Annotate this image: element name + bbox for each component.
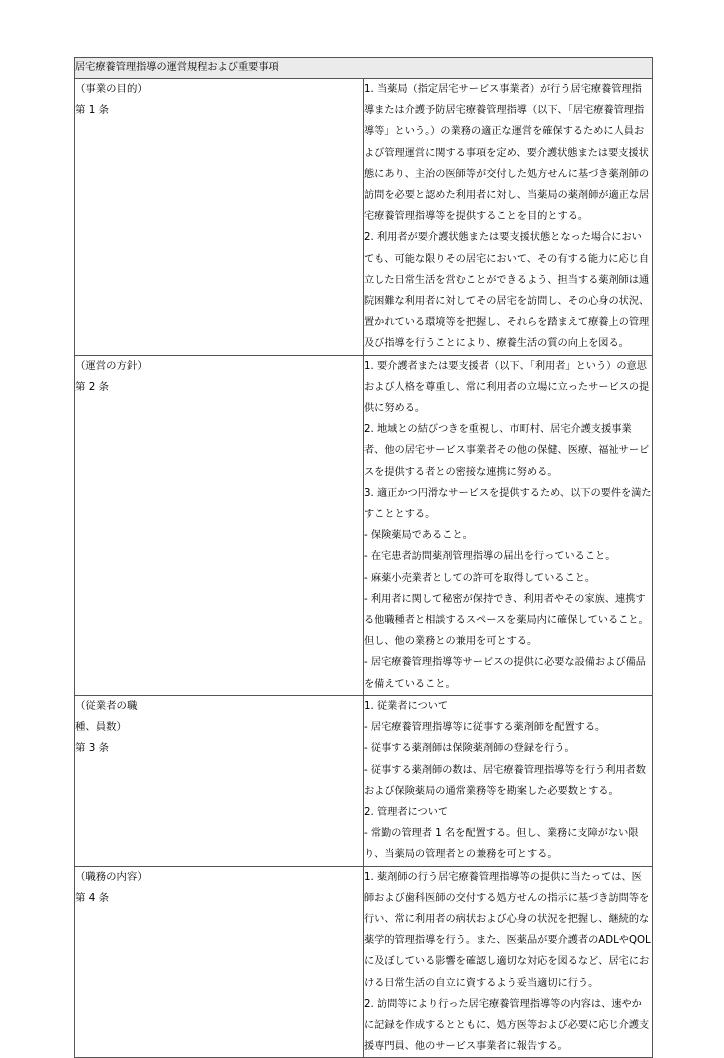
paragraph: 2. 管理者について <box>364 806 449 818</box>
paragraph: 1. 薬剤師の行う居宅療養管理指導等の提供に当たっては、医師および歯科医師の交付する処方せんの指示に基づき訪問等を行い、常に利用者の病状および心身の状況を把握し、継続的な薬学的管理指導を行う。また、医薬品が要介護者のADLやQOLに及ぼしている影響を確認し適切な対応を図るなど、居宅における日常生活の自立に資するよう妥当適切に行う。 <box>364 871 651 989</box>
article-heading: （事業の目的） <box>75 83 148 95</box>
article-row-4 <box>75 866 653 1058</box>
article-label <box>75 79 364 356</box>
bullet-item: - 在宅患者訪問薬剤管理指導の届出を行っていること。 <box>364 551 616 563</box>
article-heading: （従業者の職 <box>75 699 138 712</box>
paragraph: 2. 利用者が要介護状態または要支援状態となった場合においても、可能な限りその居宅において、その有する能力に応じ自立した日常生活を営むことができるよう、担当する薬剤師は通院困難な利用者に対してその居宅を訪問し、その心身の状況、置かれている環境等を把握し、それらを踏まえて療養上の管理及び指導を行うことにより、療養生活の質の向上を図る。 <box>364 232 650 350</box>
article-body <box>364 355 653 695</box>
article-number: 第 3 条 <box>75 741 109 754</box>
article-body <box>364 866 653 1058</box>
regulations-table <box>74 57 653 1058</box>
article-heading: （運営の方針） <box>75 359 148 372</box>
bullet-item: - 居宅療養管理指導等サービスの提供に必要な設備および備品を備えていること。 <box>364 657 646 690</box>
article-body <box>364 695 653 866</box>
article-heading-cont: 種、員数） <box>75 720 127 733</box>
article-label <box>75 355 364 695</box>
article-row-3 <box>75 695 653 866</box>
bullet-item: - 従事する薬剤師は保険薬剤師の登録を行う。 <box>364 743 575 755</box>
article-label <box>75 866 364 1058</box>
table-title: 居宅療養管理指導の運営規程および重要事項 <box>75 58 653 79</box>
article-label <box>75 695 364 866</box>
article-number: 第 4 条 <box>75 891 109 904</box>
article-heading: （職務の内容） <box>75 870 148 883</box>
article-number: 第 2 条 <box>75 380 109 393</box>
bullet-item: - 利用者に関して秘密が保持でき、利用者やその家族、連携する他職種者と相談するスペースを薬局内に確保していること。但し、他の業務との兼用を可とする。 <box>364 593 649 648</box>
paragraph: 2. 地域との結びつきを重視し、市町村、居宅介護支援事業者、他の居宅サービス事業者その他の保健、医療、福祉サービスを提供する者との密接な連携に努める。 <box>364 424 650 478</box>
article-row-2 <box>75 355 653 695</box>
paragraph: 1. 従業者について <box>364 700 449 712</box>
bullet-item: - 従事する薬剤師の数は、居宅療養管理指導等を行う利用者数および保険薬局の通常業務等を勘案した必要数とする。 <box>364 764 646 797</box>
paragraph: 2. 訪問等により行った居宅療養管理指導等の内容は、速やかに記録を作成するとともに、処方医等および必要に応じ介護支援専門員、他のサービス事業者に報告する。 <box>364 998 650 1053</box>
paragraph: 1. 要介護者または要支援者（以下、「利用者」という）の意思および人格を尊重し、常に利用者の立場に立ったサービスの提供に努める。 <box>364 360 650 415</box>
article-number: 第 1 条 <box>75 104 109 116</box>
bullet-item: - 居宅療養管理指導等に従事する薬剤師を配置する。 <box>364 722 606 734</box>
paragraph: 3. 適正かつ円滑なサービスを提供するため、以下の要件を満たすこととする。 <box>364 487 652 521</box>
table-header-row <box>75 58 653 79</box>
bullet-item: - 麻薬小売業者としての許可を取得していること。 <box>364 572 596 584</box>
bullet-item: - 保険薬局であること。 <box>364 530 473 542</box>
bullet-item: - 常勤の管理者 1 名を配置する。但し、業務に支障がない限り、当薬局の管理者との兼務を可とする。 <box>364 828 639 861</box>
article-row-1 <box>75 79 653 356</box>
article-body <box>364 79 653 356</box>
paragraph: 1. 当薬局（指定居宅サービス事業者）が行う居宅療養管理指導または介護予防居宅療養管理指導（以下、「居宅療養管理指導等」という。）の業務の適正な運営を確保するために人員および管理運営に関する事項を定め、要介護状態または要支援状態にあり、主治の医師等が交付した処方せんに基づき薬剤師の訪問を必要と認めた利用者に対し、当薬局の薬剤師が適正な居宅療養管理指導等を提供することを目的とする。 <box>364 84 650 223</box>
